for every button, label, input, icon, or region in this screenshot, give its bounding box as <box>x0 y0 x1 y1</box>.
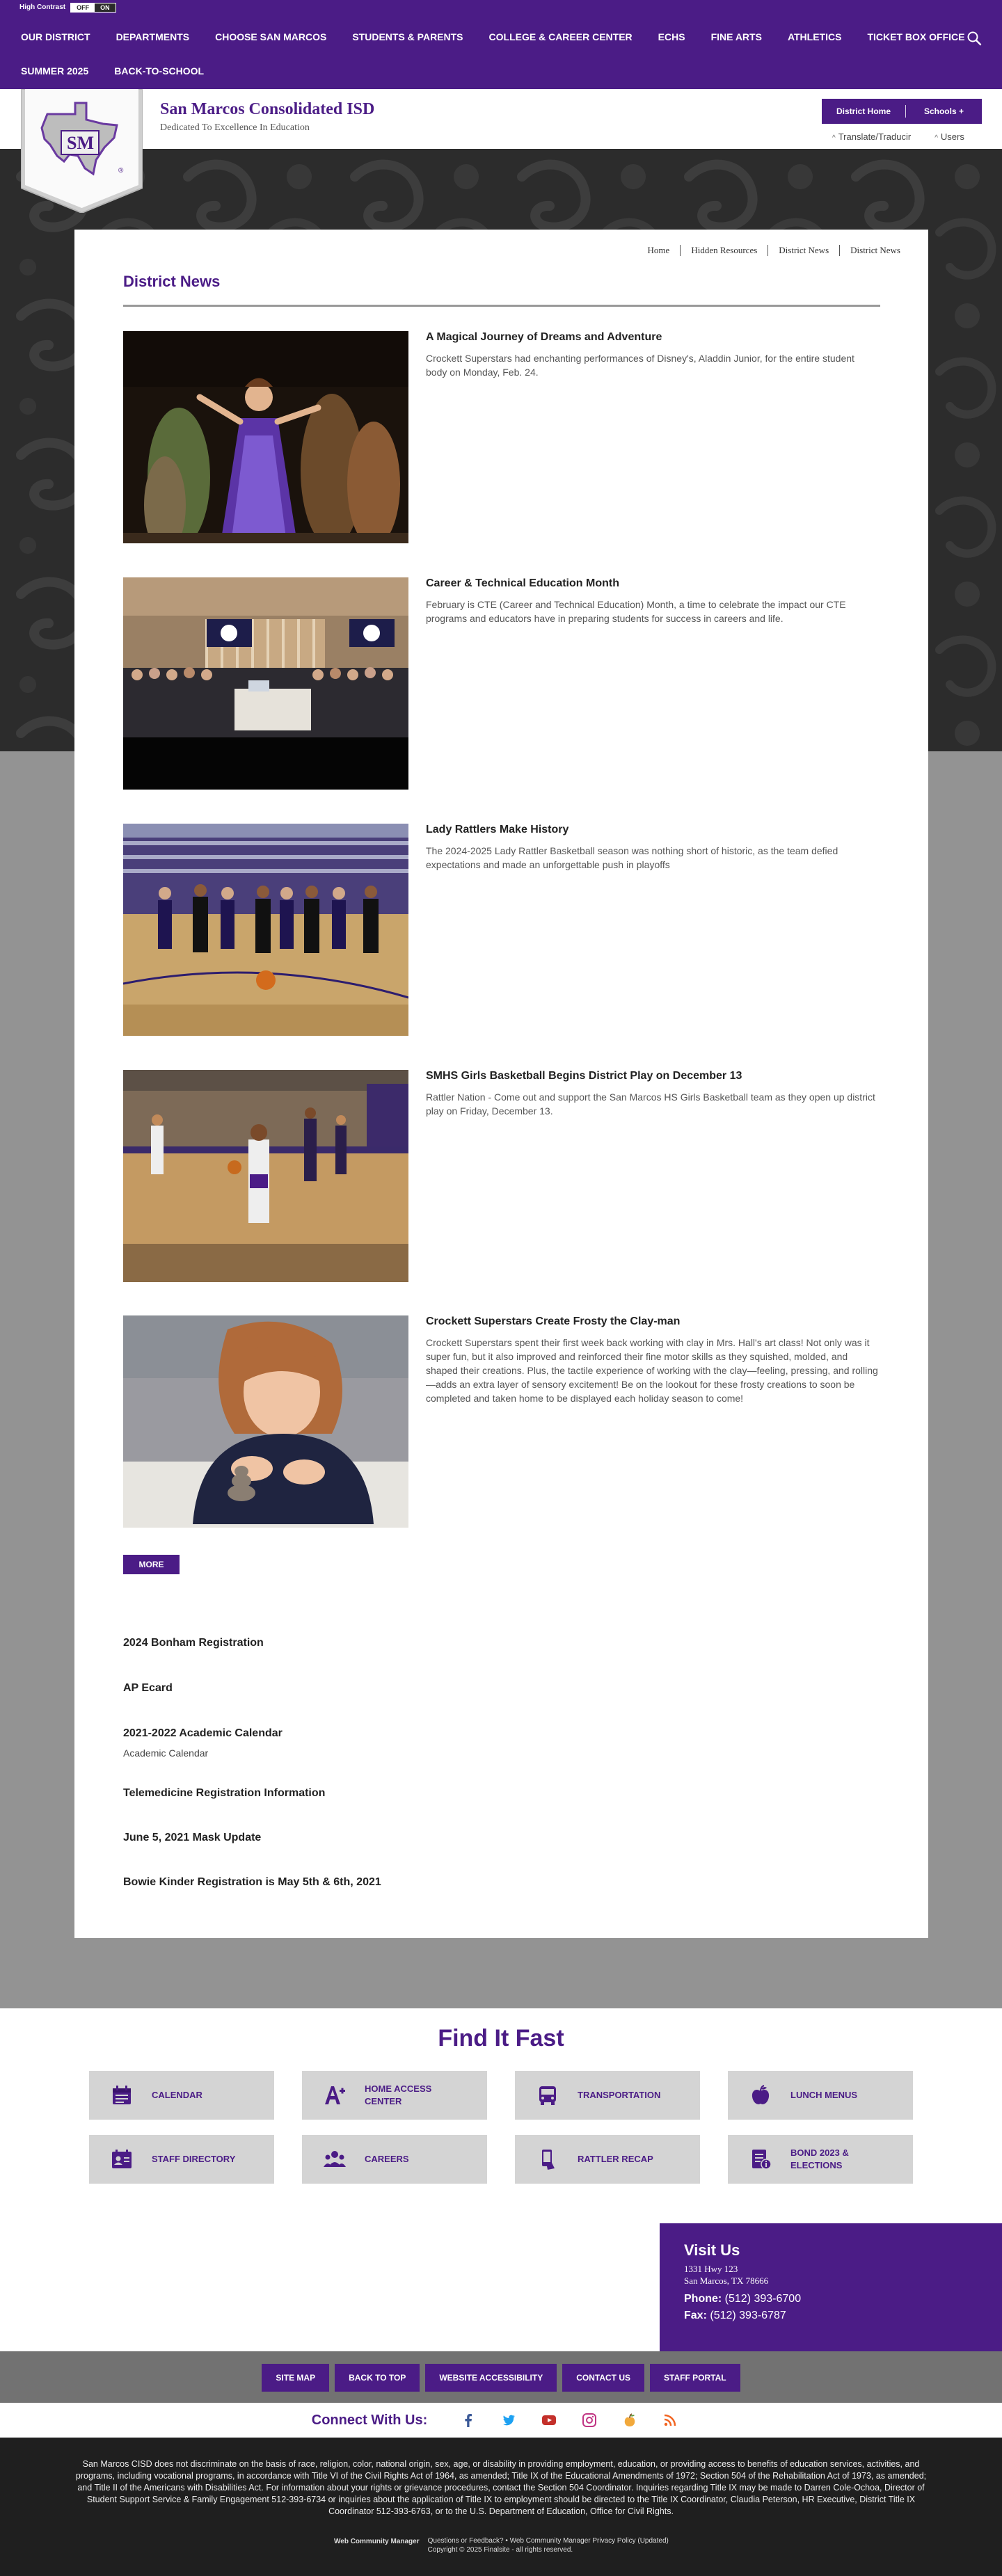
tile-bond-elections[interactable] <box>728 2135 913 2184</box>
tile-staff-directory[interactable] <box>89 2135 274 2184</box>
more-news-button[interactable]: MORE <box>123 1555 180 1574</box>
high-contrast-label: High Contrast <box>19 3 66 11</box>
news-title[interactable]: Career & Technical Education Month <box>426 577 619 589</box>
web-community-manager-row <box>334 2536 669 2554</box>
tile-label: HOME ACCESS CENTER <box>365 2083 432 2106</box>
connect-title: Connect With Us: <box>311 2412 428 2428</box>
news-description: Rattler Nation - Come out and support the San Marcos HS Girls Basketball team as they open up district play on Friday, December 13. <box>426 1091 875 1117</box>
contact-us-button[interactable]: CONTACT US <box>562 2364 644 2392</box>
link-ap-ecard[interactable]: AP Ecard <box>123 1682 173 1694</box>
news-item <box>123 577 880 790</box>
tile-rattler-recap[interactable] <box>515 2135 700 2184</box>
news-title[interactable]: Lady Rattlers Make History <box>426 824 569 835</box>
nav-choose-san-marcos[interactable]: CHOOSE SAN MARCOS <box>215 31 327 42</box>
breadcrumb-current[interactable]: District News <box>839 245 900 256</box>
site-header <box>0 89 1002 175</box>
directory-icon <box>110 2147 134 2171</box>
schools-button[interactable] <box>906 106 982 116</box>
visit-us-title: Visit Us <box>684 2241 740 2259</box>
breadcrumb-hidden-resources[interactable]: Hidden Resources <box>680 245 768 256</box>
high-contrast-toggle[interactable] <box>70 3 116 13</box>
nav-college-career-center[interactable]: COLLEGE & CAREER CENTER <box>488 31 633 42</box>
nav-back-to-school[interactable]: BACK-TO-SCHOOL <box>114 65 205 77</box>
phone-label: Phone: <box>684 2293 722 2305</box>
nav-summer-2025[interactable]: SUMMER 2025 <box>21 65 89 77</box>
tile-careers[interactable] <box>302 2135 487 2184</box>
news-description: The 2024-2025 Lady Rattler Basketball season was nothing short of historic, as the team defied expectations and made an unforgettable push in playoffs <box>426 845 838 870</box>
nav-ticket-box-office[interactable]: TICKET BOX OFFICE <box>867 31 965 42</box>
nav-row-secondary <box>21 57 230 85</box>
tile-label: LUNCH MENUS <box>790 2090 858 2100</box>
copyright-text: Copyright © 2025 Finalsite - all rights reserved. <box>427 2546 573 2554</box>
nav-fine-arts[interactable]: FINE ARTS <box>710 31 762 42</box>
news-item <box>123 1070 880 1282</box>
link-bowie-kinder[interactable]: Bowie Kinder Registration is May 5th & 6th, 2021 <box>123 1876 381 1888</box>
back-to-top-button[interactable]: BACK TO TOP <box>335 2364 420 2392</box>
content-card <box>74 230 928 1938</box>
address-line-2: San Marcos, TX 78666 <box>684 2275 769 2286</box>
wcm-links <box>428 2536 669 2554</box>
news-item <box>123 331 880 543</box>
news-item <box>123 1315 880 1528</box>
news-image-aladdin[interactable] <box>123 331 408 543</box>
nav-athletics[interactable]: ATHLETICS <box>787 31 842 42</box>
link-mask-update[interactable]: June 5, 2021 Mask Update <box>123 1832 262 1843</box>
fax-number: (512) 393-6787 <box>710 2310 786 2321</box>
users-link[interactable]: ^ Users <box>935 131 964 142</box>
news-title[interactable]: Crockett Superstars Create Frosty the Clay-man <box>426 1315 681 1327</box>
legal-footer <box>0 2438 1002 2576</box>
document-icon <box>749 2147 772 2171</box>
svg-text:SM: SM <box>67 133 94 153</box>
high-contrast-off[interactable]: OFF <box>71 3 95 12</box>
translate-link[interactable]: ^ Translate/Traducir <box>832 131 911 142</box>
tile-label: CAREERS <box>365 2154 409 2164</box>
site-tagline: Dedicated To Excellence In Education <box>160 122 310 133</box>
staff-portal-button[interactable]: STAFF PORTAL <box>650 2364 740 2392</box>
header-button-group <box>822 99 982 124</box>
news-title[interactable]: A Magical Journey of Dreams and Adventure <box>426 331 662 343</box>
tile-home-access-center[interactable] <box>302 2071 487 2120</box>
breadcrumb-district-news[interactable]: District News <box>768 245 839 256</box>
plus-icon: + <box>959 106 964 116</box>
find-it-fast-title: Find It Fast <box>438 2025 564 2051</box>
grade-icon <box>323 2083 347 2107</box>
news-item <box>123 824 880 1036</box>
website-accessibility-button[interactable]: WEBSITE ACCESSIBILITY <box>425 2364 557 2392</box>
news-description: Crockett Superstars had enchanting performances of Disney's, Aladdin Junior, for the entire student body on Monday, Feb. 24. <box>426 353 854 378</box>
phone-icon <box>536 2147 559 2171</box>
svg-text:®: ® <box>118 167 124 175</box>
site-map-button[interactable]: SITE MAP <box>262 2364 329 2392</box>
search-icon[interactable] <box>966 30 983 47</box>
visit-us-box <box>660 2223 1002 2351</box>
breadcrumb-home[interactable]: Home <box>647 245 670 255</box>
heading-divider <box>123 305 880 307</box>
facebook-icon[interactable] <box>461 2413 476 2428</box>
news-image-cte[interactable] <box>123 577 408 790</box>
nav-row-primary <box>21 23 990 51</box>
district-home-button[interactable]: District Home <box>836 106 891 116</box>
link-bonham-registration[interactable]: 2024 Bonham Registration <box>123 1637 264 1649</box>
page-title: District News <box>123 273 221 290</box>
social-bar <box>0 2403 1002 2438</box>
nav-our-district[interactable]: OUR DISTRICT <box>21 31 90 42</box>
district-logo[interactable] <box>21 89 143 213</box>
news-title[interactable]: SMHS Girls Basketball Begins District Play on December 13 <box>426 1070 742 1082</box>
wcm-feedback-links[interactable]: Questions or Feedback? • Web Community Manager Privacy Policy (Updated) <box>427 2537 669 2545</box>
news-image-girls-basketball[interactable] <box>123 1070 408 1282</box>
site-name[interactable]: San Marcos Consolidated ISD <box>160 100 375 118</box>
twitter-icon[interactable] <box>501 2413 516 2428</box>
rss-icon[interactable] <box>662 2413 678 2428</box>
tile-label: CALENDAR <box>152 2090 202 2100</box>
high-contrast-on[interactable]: ON <box>95 3 116 12</box>
link-telemedicine[interactable]: Telemedicine Registration Information <box>123 1787 326 1799</box>
peachjar-icon[interactable] <box>622 2413 637 2428</box>
tile-calendar[interactable] <box>89 2071 274 2120</box>
bus-icon <box>536 2083 559 2107</box>
link-academic-calendar-subtitle: Academic Calendar <box>123 1747 209 1759</box>
high-contrast-bar <box>0 0 1002 15</box>
tile-transportation[interactable] <box>515 2071 700 2120</box>
fax-line <box>684 2310 786 2322</box>
nav-departments[interactable]: DEPARTMENTS <box>116 31 190 42</box>
find-it-fast-section <box>0 2008 1002 2223</box>
main-nav <box>0 15 1002 89</box>
fax-label: Fax: <box>684 2310 707 2321</box>
news-description: Crockett Superstars spent their first week back working with clay in Mrs. Hall's art class! Not only was it super fun, but it also improved and reinforced their fine motor skills as they squished, molded, and shaped their creations. Plus, the tactile experience of working with the clay—feeling, pressing, and rolling—adds an extra layer of sensory excitement! Be on the lookout for these frosty creations to soon be completed and taken home to be displayed each holiday season to come! <box>426 1337 878 1404</box>
people-icon <box>323 2147 347 2171</box>
link-academic-calendar[interactable]: 2021-2022 Academic Calendar <box>123 1727 283 1739</box>
header-utility-links <box>832 131 988 142</box>
apple-icon <box>749 2083 772 2107</box>
tile-label: STAFF DIRECTORY <box>152 2154 236 2164</box>
news-image-lady-rattlers[interactable] <box>123 824 408 1036</box>
breadcrumb <box>637 245 900 256</box>
footer-button-bar <box>0 2351 1002 2403</box>
calendar-icon <box>110 2083 134 2107</box>
schools-label: Schools <box>923 106 957 116</box>
nav-students-parents[interactable]: STUDENTS & PARENTS <box>352 31 463 42</box>
tile-label: BOND 2023 & ELECTIONS <box>790 2147 849 2170</box>
nav-echs[interactable]: ECHS <box>658 31 685 42</box>
nondiscrimination-statement: San Marcos CISD does not discriminate on the basis of race, religion, color, national origin, sex, age, or disability in providing employment, education, or providing access to benefits of education services, activities, and programs, including vocational programs, in accordance with Title VI of the Civil Rights Act of 1964, as amended; Title IX of the Educational Amendments of 1972; Section 504 of the Rehabilitation Act of 1973, as amended; and Title II of the Americans with Disabilities Act. For information about your rights or grievance procedures, contact the Section 504 Coordinator. Inquiries regarding Title IX may be made to Darren Cole-Ochoa, Director of Student Support Service & Family Engagement 512-393-6734 or inquiries about the application of Title IX to employment should be directed to the Title IX Coordinator, Claudia Peterson, HR Executive, District Title IX Coordinator 512-393-6763, or to the U.S. Department of Education, Office for Civil Rights. <box>75 2459 927 2516</box>
footer-buttons <box>0 2364 1002 2392</box>
header-button-divider <box>905 105 906 118</box>
address-line-1: 1331 Hwy 123 <box>684 2264 738 2274</box>
tile-label: TRANSPORTATION <box>578 2090 661 2100</box>
tile-label: RATTLER RECAP <box>578 2154 653 2164</box>
youtube-icon[interactable] <box>541 2413 557 2428</box>
phone-line <box>684 2293 801 2305</box>
tile-lunch-menus[interactable] <box>728 2071 913 2120</box>
visit-section <box>0 2223 1002 2351</box>
instagram-icon[interactable] <box>582 2413 597 2428</box>
wcm-logo-label[interactable]: Web Community Manager <box>334 2538 420 2545</box>
news-image-clay-art[interactable] <box>123 1315 408 1528</box>
news-description: February is CTE (Career and Technical Education) Month, a time to celebrate the impact our CTE programs and educators have in preparing students for success in careers and life. <box>426 599 846 624</box>
phone-number[interactable]: (512) 393-6700 <box>724 2293 802 2305</box>
